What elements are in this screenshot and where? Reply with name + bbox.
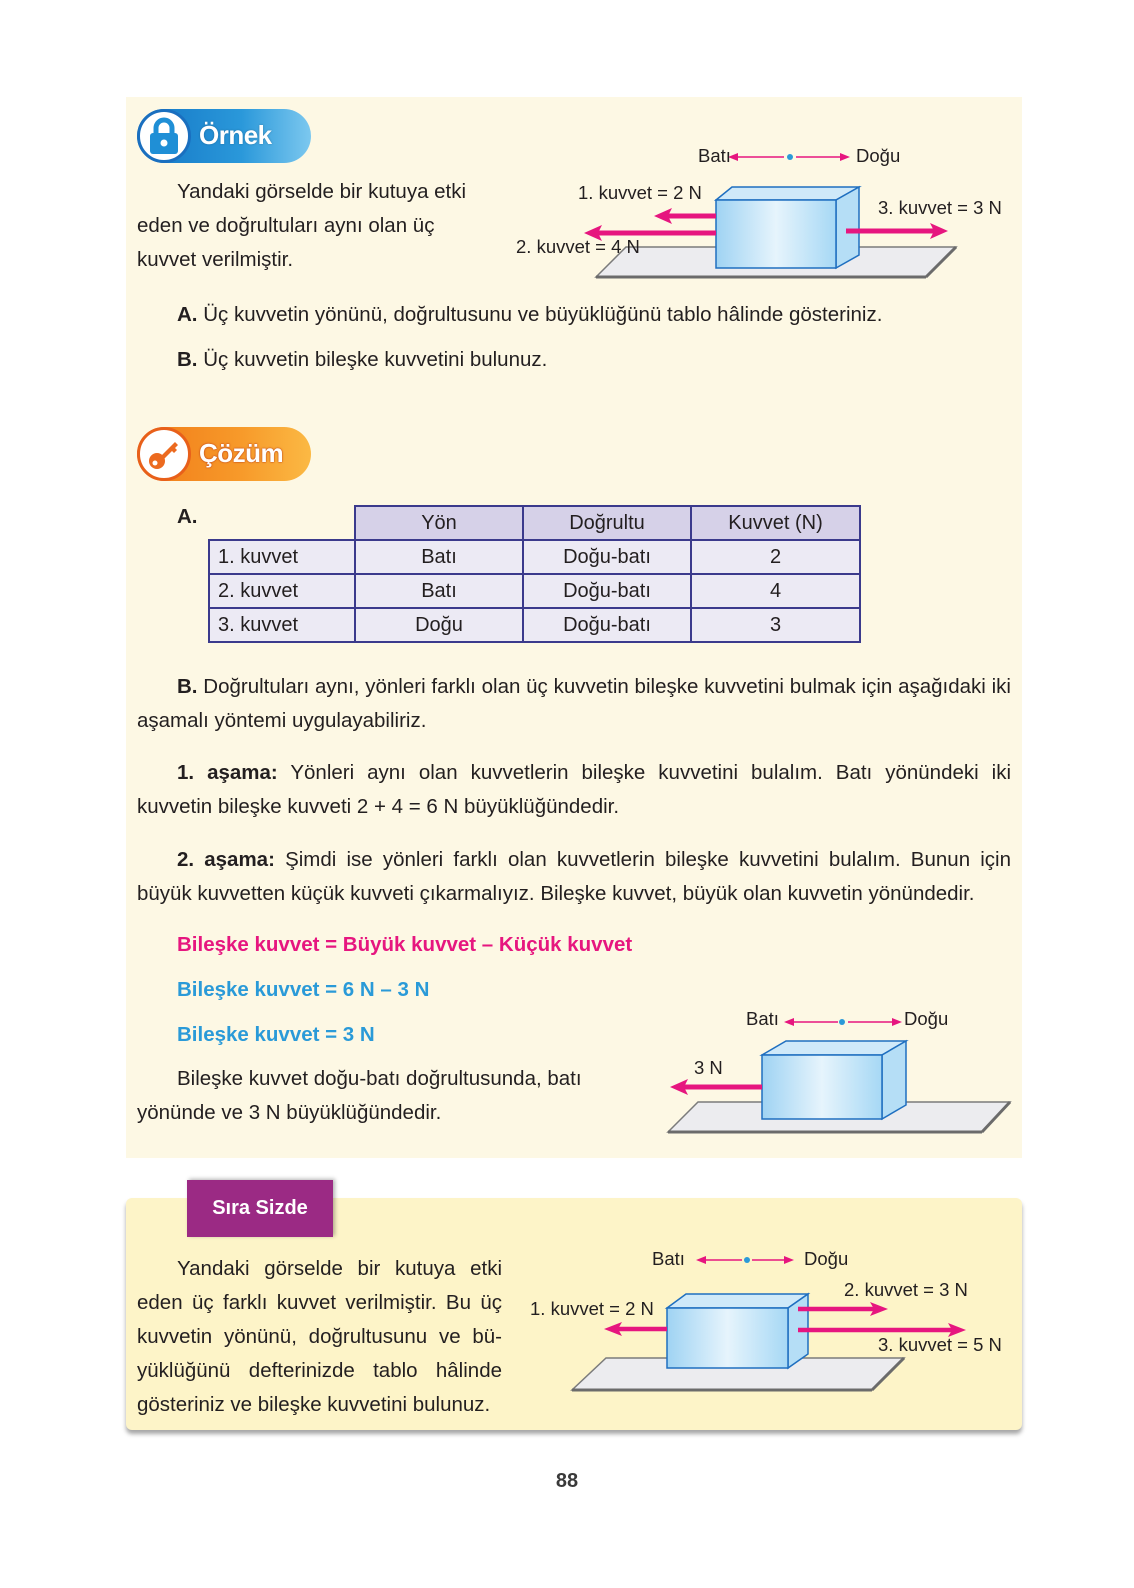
solution-badge [137, 427, 311, 481]
practice-force-diagram [526, 1242, 1022, 1402]
practice-line: yüklüğünü defterinizde tablo hâlinde [137, 1359, 502, 1382]
table-cell: Doğu-batı [523, 540, 691, 574]
example-intro [137, 175, 497, 277]
step-2-label: 2. aşama: [177, 848, 275, 871]
compass-east-label: Doğu [856, 145, 901, 166]
solution-conclusion [137, 1062, 637, 1130]
part-a-letter: A. [177, 505, 198, 528]
table-row [209, 540, 860, 574]
part-b-letter: B. [177, 675, 198, 698]
table-cell: Doğu-batı [523, 574, 691, 608]
practice-diagram-graphic [526, 1242, 1022, 1402]
example-intro-line: eden ve doğrultuları aynı olan üç [137, 214, 435, 237]
practice-line: gösteriniz ve bileşke kuvvetini bulunuz. [137, 1393, 491, 1416]
solution-part-b [137, 670, 1011, 738]
result-force-diagram [656, 1005, 1022, 1140]
practice-tab: Sıra Sizde [187, 1180, 333, 1237]
example-badge [137, 109, 311, 163]
example-intro-line: Yandaki görselde bir kutuya etki [177, 180, 467, 203]
forces-table [208, 505, 861, 643]
table-cell: Batı [355, 540, 523, 574]
question-b [177, 343, 547, 377]
conclusion-line: yönünde ve 3 N büyüklüğündedir. [137, 1101, 442, 1124]
table-cell: Doğu-batı [523, 608, 691, 642]
table-cell: 3. kuvvet [209, 608, 355, 642]
step-1-text: Yönleri aynı olan kuvvetlerin bileşke kuvvetini bulalım. Batı yönündeki iki kuvvetin bileşke kuvveti 2 + 4 = 6 N büyüklüğündedir. [137, 761, 1012, 818]
force-3-label: 3. kuvvet = 5 N [878, 1334, 1002, 1355]
table-header-row [209, 506, 860, 540]
table-cell: Batı [355, 574, 523, 608]
table-header-dogrultu: Doğrultu [523, 506, 691, 540]
step-1-label: 1. aşama: [177, 761, 278, 784]
practice-line: kuvvetin yönünü, doğrultusunu ve bü- [137, 1325, 502, 1348]
table-header-yon: Yön [355, 506, 523, 540]
practice-line: Yandaki görselde bir kutuya etki [177, 1257, 502, 1280]
example-badge-label: Örnek [199, 120, 272, 150]
solution-badge-label: Çözüm [199, 438, 284, 468]
step-2-text: Şimdi ise yönleri farklı olan kuvvetlerin bileşke kuvvetini bulalım. Bunun için büyük kuvvetten küçük kuvveti çıkarmalıyız. Bileşke kuvvet, büyük olan kuvvetin yönündedir. [137, 848, 1012, 905]
table-cell: Doğu [355, 608, 523, 642]
table-header-kuvvet: Kuvvet (N) [691, 506, 860, 540]
example-box [126, 97, 1022, 1158]
formula-general: Bileşke kuvvet = Büyük kuvvet – Küçük kuvvet [177, 933, 633, 956]
table-cell: 3 [691, 608, 860, 642]
compass-west-label: Batı [698, 145, 731, 166]
table-row [209, 574, 860, 608]
result-force-label: 3 N [694, 1057, 723, 1078]
example-intro-line: kuvvet verilmiştir. [137, 248, 294, 271]
compass-east-label: Doğu [804, 1248, 849, 1269]
question-a-text: Üç kuvvetin yönünü, doğrultusunu ve büyüklüğünü tablo hâlinde gösteriniz. [203, 303, 883, 326]
practice-line: eden üç farklı kuvvet verilmiştir. Bu üç [137, 1291, 502, 1314]
question-b-letter: B. [177, 348, 198, 371]
table-cell: 2. kuvvet [209, 574, 355, 608]
conclusion-line: Bileşke kuvvet doğu-batı doğrultusunda, batı [177, 1067, 582, 1090]
compass-west-label: Batı [652, 1248, 685, 1269]
question-b-text: Üç kuvvetin bileşke kuvvetini bulunuz. [203, 348, 548, 371]
key-icon [137, 427, 191, 481]
solution-step-2 [137, 843, 1011, 911]
solution-step-1 [137, 756, 1011, 824]
lock-icon [137, 109, 191, 163]
force-1-label: 1. kuvvet = 2 N [530, 1298, 654, 1319]
table-cell: 4 [691, 574, 860, 608]
example-force-diagram [506, 137, 1022, 287]
question-a [177, 298, 882, 332]
table-header-empty [209, 506, 355, 540]
table-row [209, 608, 860, 642]
force-3-label: 3. kuvvet = 3 N [878, 197, 1002, 218]
table-cell: 1. kuvvet [209, 540, 355, 574]
force-2-label: 2. kuvvet = 4 N [516, 236, 640, 257]
compass-west-label: Batı [746, 1008, 779, 1029]
solution-part-a-label [177, 500, 198, 534]
formula-substitution: Bileşke kuvvet = 6 N – 3 N [177, 978, 430, 1001]
compass-east-label: Doğu [904, 1008, 949, 1029]
force-2-label: 2. kuvvet = 3 N [844, 1279, 968, 1300]
question-a-letter: A. [177, 303, 198, 326]
practice-text [137, 1252, 502, 1422]
formula-result: Bileşke kuvvet = 3 N [177, 1023, 375, 1046]
part-b-text: Doğrultuları aynı, yönleri farklı olan üç kuvvetin bileşke kuvvetini bulmak için aşağıdaki iki aşamalı yöntemi uygulayabiliriz. [137, 675, 1011, 732]
force-1-label: 1. kuvvet = 2 N [578, 182, 702, 203]
page-number: 88 [555, 1470, 579, 1492]
table-cell: 2 [691, 540, 860, 574]
